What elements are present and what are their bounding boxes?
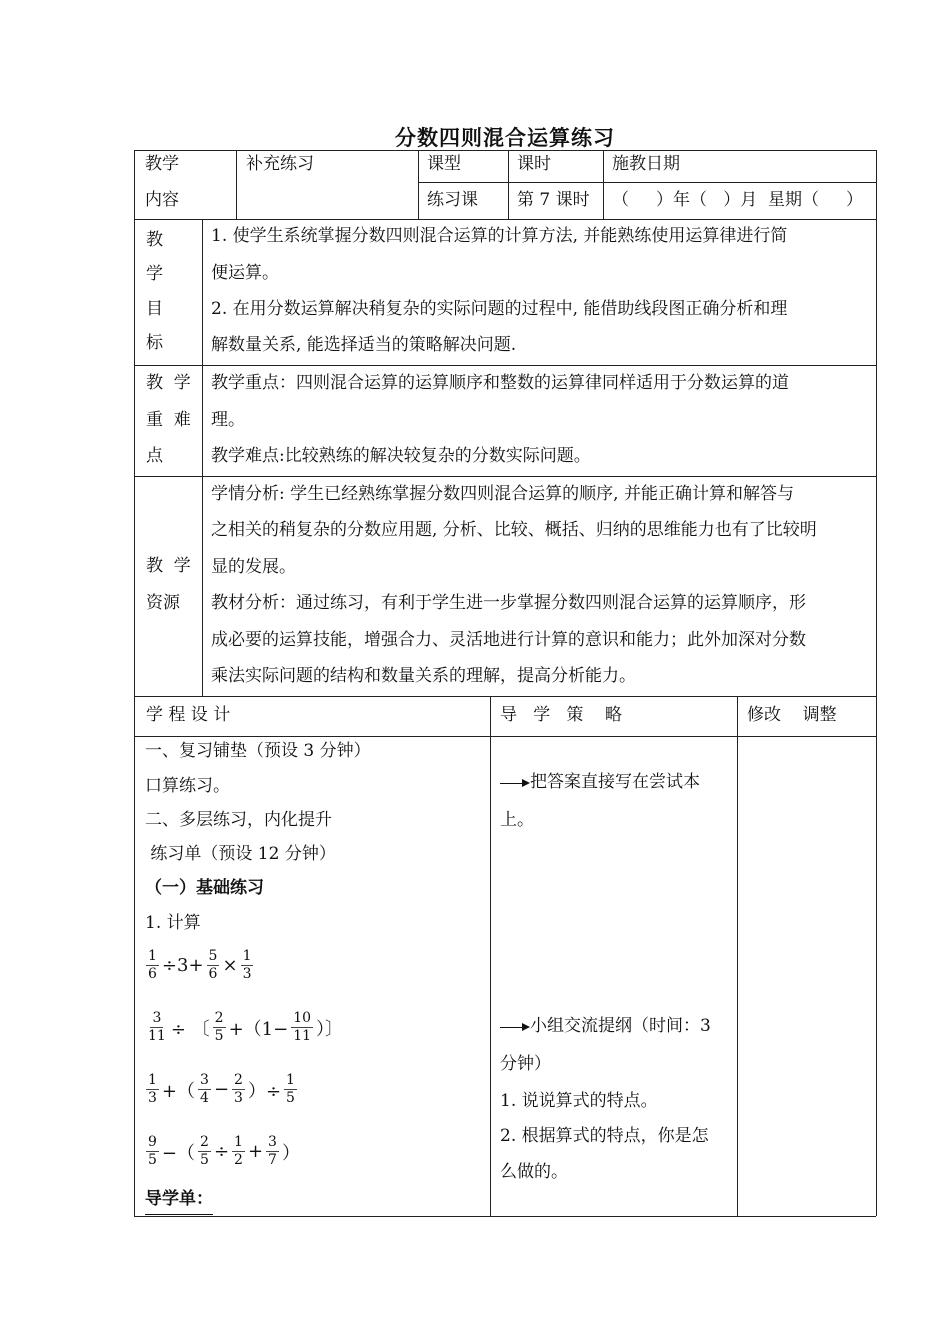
strategy-item: 把答案直接写在尝试本 [500, 764, 700, 800]
strategy-question: 2. 根据算式的特点，你是怎 [500, 1126, 709, 1146]
content-label: 内容 [145, 190, 179, 210]
fraction: $\frac{2}{5}$ [200, 1134, 209, 1168]
resources-label: 教 学 [146, 556, 191, 576]
fraction: $\frac{3}{7}$ [268, 1134, 277, 1168]
table-divider [490, 696, 491, 1216]
resources-label: 资源 [146, 593, 180, 613]
basic-section-heading: （一）基础练习 [145, 878, 264, 898]
strategy-item: 小组交流提纲（时间：3 [500, 1008, 711, 1044]
fraction: $\frac{10}{11}$ [293, 1010, 312, 1044]
fraction: $\frac{1}{3}$ [148, 1072, 157, 1106]
table-divider [737, 696, 738, 1216]
table-border [134, 1216, 876, 1217]
table-divider [236, 150, 237, 219]
resources-line: 学情分析: 学生已经熟练掌握分数四则混合运算的顺序, 并能正确计算和解答与 [211, 484, 794, 504]
goals-line: 便运算。 [211, 263, 279, 283]
table-border [876, 150, 877, 1216]
keypoints-label: 重 难 [146, 410, 191, 430]
table-divider [508, 150, 509, 219]
goals-line: 1. 使学生系统掌握分数四则混合运算的计算方法, 并能熟练使用运算律进行简 [211, 226, 788, 246]
fraction: $\frac{1}{6}$ [148, 948, 157, 982]
fraction: $\frac{5}{6}$ [208, 948, 218, 982]
design-line: 一、复习铺垫（预设 3 分钟） [145, 741, 371, 761]
keypoints-line: 教学难点:比较熟练的解决较复杂的分数实际问题。 [211, 446, 591, 466]
adjust-header: 修改 调整 [747, 705, 837, 725]
fraction: $\frac{1}{3}$ [242, 948, 252, 982]
expression-2: $\frac{3}{11}$ ÷ 〔 $\frac{2}{5}$ +（1− $\frac{10}{11}$ ）〕 [148, 1010, 344, 1044]
keypoints-line: 教学重点：四则混合运算的运算顺序和整数的运算律同样适用于分数运算的道 [211, 373, 789, 393]
keypoints-label: 点 [146, 446, 163, 466]
fraction: $\frac{9}{5}$ [148, 1134, 157, 1168]
page-title: 分数四则混合运算练习 [395, 125, 615, 150]
date-value: （ ）年（ ）月 星期（ ） [612, 190, 864, 210]
period-value: 第 7 课时 [517, 190, 590, 210]
strategy-item-cont: 分钟） [500, 1054, 551, 1074]
table-divider [202, 219, 203, 696]
expression-3: $\frac{1}{3}$ +（ $\frac{3}{4}$ − $\frac{2}{3}$ ）÷ $\frac{1}{5}$ [148, 1072, 295, 1106]
resources-line: 教材分析：通过练习，有利于学生进一步掌握分数四则混合运算的运算顺序，形 [211, 593, 806, 613]
resources-line: 显的发展。 [211, 557, 296, 577]
resources-line: 成必要的运算技能，增强合力、灵活地进行计算的意识和能力；此外加深对分数 [211, 630, 806, 650]
design-line: 二、多层练习，内化提升 [145, 810, 332, 830]
table-border [134, 150, 135, 1216]
table-divider [603, 150, 604, 219]
design-header: 学 程 设 计 [146, 705, 231, 725]
period-label: 课时 [517, 154, 551, 174]
fraction: $\frac{1}{5}$ [286, 1072, 295, 1106]
arrow-icon [500, 1022, 530, 1032]
keypoints-label: 教 学 [146, 373, 191, 393]
content-label: 教学 [145, 154, 179, 174]
guide-sheet-label: 导学单： [145, 1184, 213, 1215]
resources-line: 乘法实际问题的结构和数量关系的理解，提高分析能力。 [211, 666, 636, 686]
fraction: $\frac{3}{11}$ [148, 1010, 166, 1044]
fraction: $\frac{3}{4}$ [200, 1072, 209, 1106]
strategy-header: 导 学 策 略 [500, 705, 623, 725]
type-value: 练习课 [427, 190, 478, 210]
keypoints-line: 理。 [211, 410, 245, 430]
goals-line: 解数量关系, 能选择适当的策略解决问题. [211, 335, 517, 355]
table-divider [418, 150, 419, 219]
goals-label: 教 [146, 230, 163, 250]
fraction: $\frac{1}{2}$ [234, 1134, 243, 1168]
arrow-icon [500, 778, 530, 788]
design-line: 练习单（预设 12 分钟） [145, 844, 336, 864]
goals-label: 学 [146, 264, 163, 284]
design-line: 口算练习。 [145, 776, 230, 796]
strategy-item-cont: 上。 [500, 810, 534, 830]
fraction: $\frac{2}{5}$ [214, 1010, 224, 1044]
type-label: 课型 [427, 154, 461, 174]
content-value: 补充练习 [246, 154, 314, 174]
date-label: 施教日期 [612, 154, 680, 174]
expression-1: $\frac{1}{6}$ ÷3+ $\frac{5}{6}$ × $\frac{1}{3}$ [148, 948, 252, 982]
calc-label: 1. 计算 [145, 913, 201, 933]
fraction: $\frac{2}{3}$ [234, 1072, 243, 1106]
goals-label: 标 [146, 333, 163, 353]
goals-label: 目 [146, 299, 163, 319]
strategy-question-cont: 么做的。 [500, 1162, 568, 1182]
goals-line: 2. 在用分数运算解决稍复杂的实际问题的过程中, 能借助线段图正确分析和理 [211, 299, 788, 319]
expression-4: $\frac{9}{5}$ −（ $\frac{2}{5}$ ÷ $\frac{1}{2}$ + $\frac{3}{7}$ ） [148, 1134, 300, 1168]
strategy-question: 1. 说说算式的特点。 [500, 1091, 658, 1111]
resources-line: 之相关的稍复杂的分数应用题, 分析、比较、概括、归纳的思维能力也有了比较明 [211, 520, 817, 540]
